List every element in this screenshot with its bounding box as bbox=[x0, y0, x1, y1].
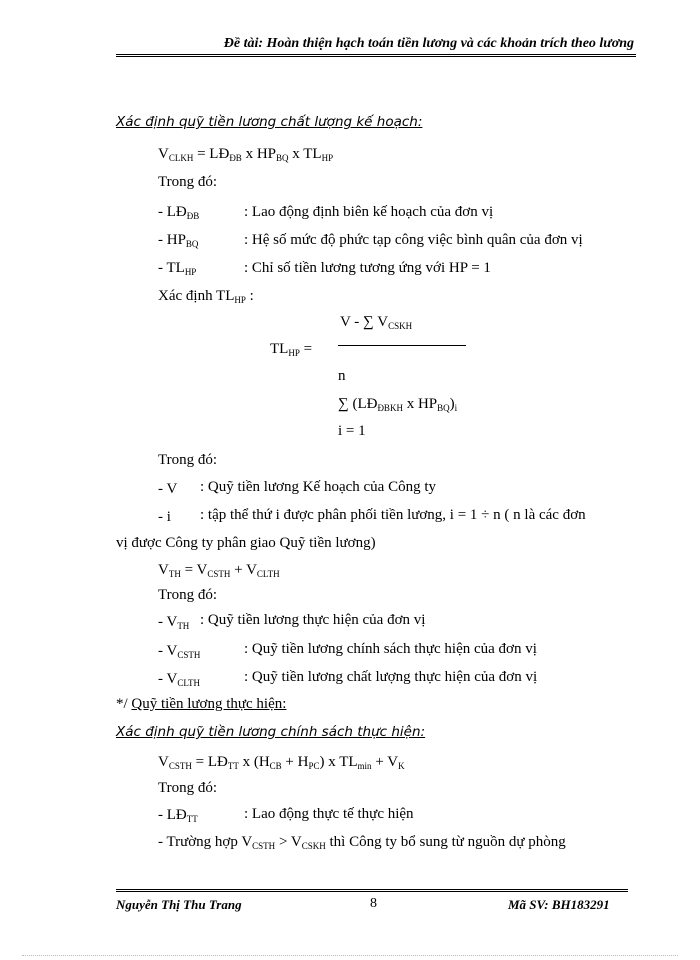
formula-vth: $V_{TH} = V_{CSTH} + V_{CLTH}$ bbox=[158, 562, 280, 579]
page-bottom-divider bbox=[22, 955, 678, 956]
section3-subheading: Xác định quỹ tiền lương chính sách thực hiện: bbox=[116, 724, 426, 740]
def-v-desc: : Quỹ tiền lương Kế hoạch của Công ty bbox=[200, 479, 437, 495]
def-ldb-desc: : Lao động định biên kế hoạch của đơn vị bbox=[244, 204, 494, 220]
def-vcsth-desc: : Quỹ tiền lương chính sách thực hiện của đơn vị bbox=[244, 641, 537, 657]
fraction-bar bbox=[338, 345, 466, 346]
sum-lower-limit: i = 1 bbox=[338, 423, 366, 439]
footer-author: Nguyễn Thị Thu Trang bbox=[116, 897, 242, 912]
formula-vclkh: $V_{CLKH}$ = $LĐ_{ĐB}$ x $HP_{BQ}$ x $TL_{HP}$ bbox=[158, 146, 334, 163]
section3-heading: */ Quỹ tiền lương thực hiện: bbox=[116, 696, 287, 712]
def-vth: - $V_{TH}$ bbox=[158, 614, 190, 631]
def-vclth: - $V_{CLTH}$ bbox=[158, 671, 200, 688]
def-vth-desc: : Quỹ tiền lương thực hiện của đơn vị bbox=[200, 612, 426, 628]
def-tlhp-desc: : Chỉ số tiền lương tương ứng với HP = 1 bbox=[244, 260, 491, 276]
def-i-continued: vị được Công ty phân giao Quỹ tiền lương) bbox=[116, 535, 376, 551]
page-number: 8 bbox=[370, 896, 377, 911]
def-i: - i bbox=[158, 509, 171, 525]
section1-heading: Xác định quỹ tiền lương chất lượng kế hoạch: bbox=[116, 114, 423, 130]
def-hpbq-desc: : Hệ số mức độ phức tạp công việc bình quân của đơn vị bbox=[244, 232, 583, 248]
header-rule-double bbox=[116, 56, 636, 57]
header-rule bbox=[116, 54, 636, 55]
fraction-lhs: $TL_{HP}$ = bbox=[270, 341, 313, 358]
def-v: - V bbox=[158, 481, 178, 497]
trong-do-2: Trong đó: bbox=[158, 452, 218, 468]
header-title: Đề tài: Hoàn thiện hạch toán tiền lương và các khoản trích theo lương bbox=[223, 36, 634, 51]
trong-do-4: Trong đó: bbox=[158, 780, 218, 796]
formula-vcsth: $V_{CSTH}$ = $LĐ_{TT}$ x $(H_{CB} + H_{PC})$ x $TL_{min} + V_K$ bbox=[158, 754, 405, 771]
def-i-desc: : tập thể thứ i được phân phối tiền lương, i = 1 ÷ n ( n là các đơn bbox=[200, 507, 586, 523]
footer-student-id: Mã SV: BH183291 bbox=[508, 897, 610, 912]
def-hpbq: - $HP_{BQ}$ bbox=[158, 232, 199, 249]
def-ldtt: - $LĐ_{TT}$ bbox=[158, 807, 198, 824]
last-line: - Trường hợp $V_{CSTH} > V_{CSKH}$ thì Công ty bổ sung từ nguồn dự phòng bbox=[158, 834, 566, 851]
def-vclth-desc: : Quỹ tiền lương chất lượng thực hiện của đơn vị bbox=[244, 669, 538, 685]
footer-rule-double bbox=[116, 891, 628, 892]
sum-body: ∑ ($LĐ_{ĐBKH}$ x $HP_{BQ})_i$ bbox=[338, 396, 458, 413]
def-ldtt-desc: : Lao động thực tế thực hiện bbox=[244, 806, 414, 822]
def-tlhp: - $TL_{HP}$ bbox=[158, 260, 197, 277]
def-vcsth: - $V_{CSTH}$ bbox=[158, 643, 201, 660]
sum-upper-limit: n bbox=[338, 368, 346, 384]
trong-do-3: Trong đó: bbox=[158, 587, 218, 603]
tlhp-heading: Xác định $TL_{HP}$ : bbox=[158, 288, 254, 305]
fraction-numerator: V - ∑ $V_{CSKH}$ bbox=[340, 314, 413, 331]
trong-do-1: Trong đó: bbox=[158, 174, 218, 190]
footer-rule bbox=[116, 889, 628, 890]
def-ldb: - $LĐ_{ĐB}$ bbox=[158, 204, 200, 221]
